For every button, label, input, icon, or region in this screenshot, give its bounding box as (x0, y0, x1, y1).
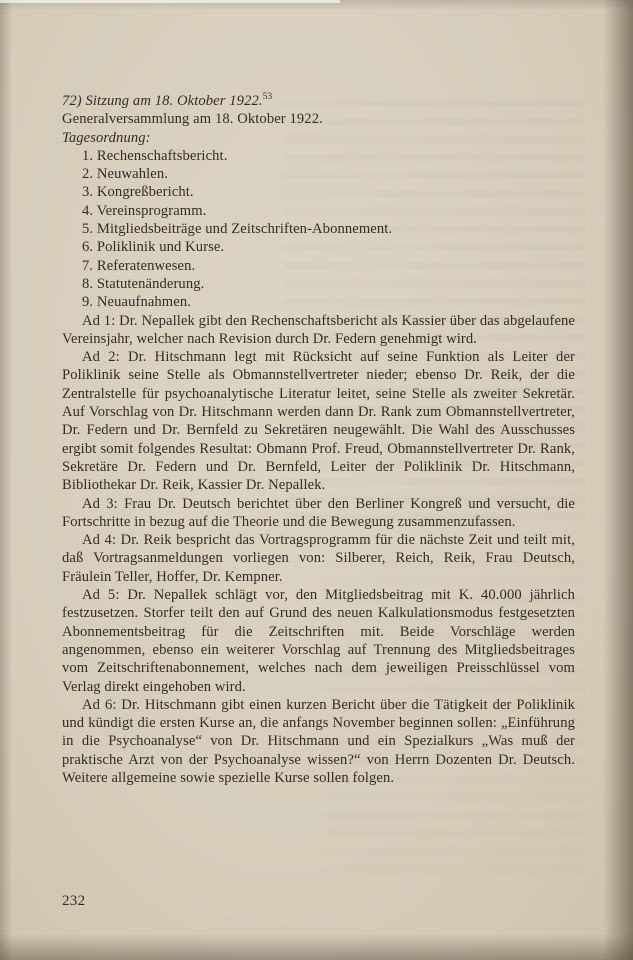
agenda-item-5: 5. Mitgliedsbeiträge und Zeitschriften-Abonnement. (82, 221, 393, 238)
paragraph-ad-6: Ad 6: Dr. Hitschmann gibt einen kurzen Bericht über die Tätigkeit der Poliklinik und kündigt die ersten Kurse an, die anfangs November beginnen sollen: „Einführung in die Psychoanalyse“ von Dr. Hitschmann und ein Spezialkurs „Was muß der praktische Arzt von der Psychoanalyse wissen?“ von Herrn Dozenten Dr. Deutsch. Weitere allgemeine sowie spezielle Kurse sollen folgen. (62, 696, 575, 786)
paragraph-ad-4: Ad 4: Dr. Reik bespricht das Vortragsprogramm für die nächste Zeit und teilt mit, daß Vortragsanmeldungen vorliegen von: Silberer, Reich, Reik, Frau Deutsch, Fräulein Teller, Hoffer, Dr. Kempner. (62, 532, 575, 585)
page-number: 232 (62, 893, 86, 909)
scanner-edge-highlight (0, 0, 340, 3)
agenda-item-7: 7. Referatenwesen. (82, 257, 196, 274)
agenda-list (62, 147, 575, 312)
paragraph-ad-3: Ad 3: Frau Dr. Deutsch berichtet über den Berliner Kongreß und versucht, die Fortschritte in bezug auf die Theorie und die Bewegung zusammenzufassen. (62, 495, 575, 530)
session-heading: 72) Sitzung am 18. Oktober 1922. (62, 93, 263, 109)
agenda-item-9: 9. Neuaufnahmen. (82, 294, 191, 311)
agenda-item-4: 4. Vereinsprogramm. (82, 202, 207, 219)
paragraph-ad-1: Ad 1: Dr. Nepallek gibt den Rechenschaftsbericht als Kassier über das abgelaufene Vereinsjahr, welcher nach Revision durch Dr. Federn genehmigt wird. (62, 312, 575, 347)
footnote-reference: 53 (262, 92, 273, 103)
paragraph-ad-2: Ad 2: Dr. Hitschmann legt mit Rücksicht auf seine Funktion als Leiter der Poliklinik seine Stelle als Obmannstellvertreter nieder; ebenso Dr. Reik, der die Zentralstelle für psychoanalytische Literatur leitet, seine Stelle als zweiter Sekretär. Auf Vorschlag von Dr. Hitschmann werden dann Dr. Rank zum Obmannstellvertreter, Dr. Federn und Dr. Bernfeld zu Sekretären neugewählt. Die Wahl des Ausschusses ergibt somit folgendes Resultat: Obmann Prof. Freud, Obmannstellvertreter Dr. Rank, Sekretäre Dr. Federn und Dr. Bernfeld, Leiter der Poliklinik Dr. Hitschmann, Bibliothekar Dr. Reik, Kassier Dr. Nepallek. (62, 349, 575, 494)
agenda-item-2: 2. Neuwahlen. (82, 166, 168, 183)
agenda-item-1: 1. Rechenschaftsbericht. (82, 147, 228, 164)
session-heading-line (62, 92, 575, 110)
page-text-block (62, 92, 575, 787)
agenda-label: Tagesordnung: (62, 129, 151, 146)
agenda-item-6: 6. Poliklinik und Kurse. (82, 239, 225, 256)
paragraph-ad-5: Ad 5: Dr. Nepallek schlägt vor, den Mitgliedsbeitrag mit K. 40.000 jährlich festzusetzen. Storfer teilt den auf Grund des neuen Kalkulationsmodus festgesetzten Abonnementsbeitrag für die Zeitschriften mit. Beide Vorschläge werden angenommen, ebenso ein weiterer Vorschlag auf Trennung des Mitgliedsbeitrages vom Zeitschriftenabonnement, welches nach dem jeweiligen Preisschlüssel vom Verlag direkt eingehoben wird. (62, 587, 575, 695)
agenda-item-3: 3. Kongreßbericht. (82, 184, 194, 201)
general-assembly-subtitle: Generalversammlung am 18. Oktober 1922. (62, 111, 323, 128)
agenda-item-8: 8. Statutenänderung. (82, 275, 205, 292)
